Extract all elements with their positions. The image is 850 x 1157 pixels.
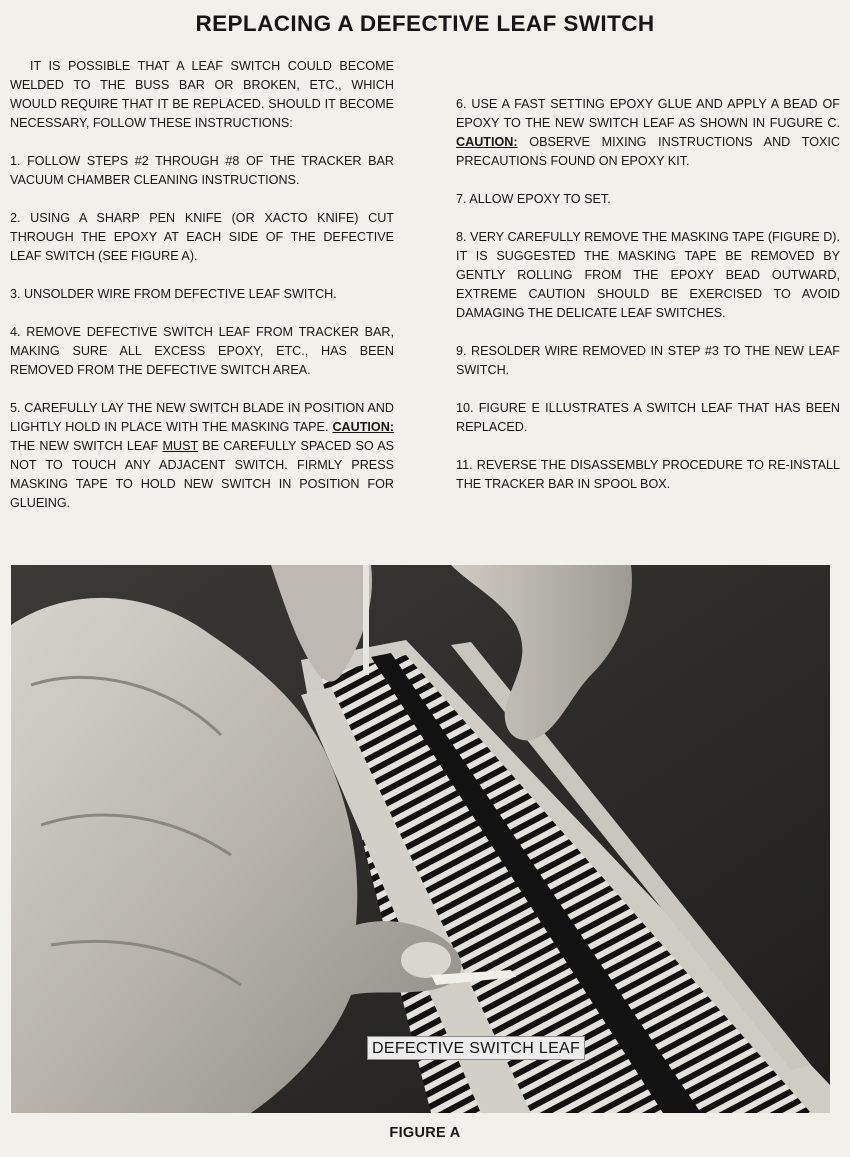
step-7: 7. ALLOW EPOXY TO SET.: [456, 192, 611, 206]
step-5-text-b: THE NEW SWITCH LEAF: [10, 439, 159, 453]
step-6-caution-label: CAUTION:: [456, 135, 518, 149]
left-column: [10, 57, 394, 532]
step-5-text-a: 5. CAREFULLY LAY THE NEW SWITCH BLADE IN POSITION AND LIGHTLY HOLD IN PLACE WITH THE MASKING TAPE.: [10, 401, 394, 434]
figure-caption: FIGURE A: [389, 1125, 461, 1141]
step-1: 1. FOLLOW STEPS #2 THROUGH #8 OF THE TRACKER BAR VACUUM CHAMBER CLEANING INSTRUCTIONS.: [10, 154, 394, 187]
step-6-text-b: OBSERVE MIXING INSTRUCTIONS AND TOXIC PRECAUTIONS FOUND ON EPOXY KIT.: [456, 135, 841, 168]
step-6: [456, 95, 840, 171]
photo-illustration: [11, 565, 830, 1113]
step-3: 3. UNSOLDER WIRE FROM DEFECTIVE LEAF SWITCH.: [10, 287, 337, 301]
intro-paragraph: IT IS POSSIBLE THAT A LEAF SWITCH COULD BECOME WELDED TO THE BUSS BAR OR BROKEN, ETC., WHICH WOULD REQUIRE THAT IT BE REPLACED. SHOULD IT BECOME NECESSARY, FOLLOW THESE INSTRUCTIONS:: [10, 59, 394, 130]
step-2: 2. USING A SHARP PEN KNIFE (OR XACTO KNIFE) CUT THROUGH THE EPOXY AT EACH SIDE OF THE DEFECTIVE LEAF SWITCH (SEE FIGURE A).: [10, 211, 394, 263]
page-title: REPLACING A DEFECTIVE LEAF SWITCH: [195, 11, 655, 36]
step-5-text-c: BE CAREFULLY SPACED SO AS NOT TO TOUCH ANY ADJACENT SWITCH. FIRMLY PRESS MASKING TAPE TO HOLD NEW SWITCH IN POSITION FOR GLUEING.: [10, 439, 394, 510]
step-9: 9. RESOLDER WIRE REMOVED IN STEP #3 TO THE NEW LEAF SWITCH.: [456, 344, 840, 377]
step-8: 8. VERY CAREFULLY REMOVE THE MASKING TAPE (FIGURE D). IT IS SUGGESTED THE MASKING TAPE BE REMOVED BY GENTLY ROLLING FROM THE EPOXY BEAD OUTWARD, EXTREME CAUTION SHOULD BE EXERCISED TO AVOID DAMAGING THE DELICATE LEAF SWITCHES.: [456, 230, 840, 320]
step-5-must: MUST: [162, 439, 198, 453]
step-5: [10, 399, 394, 513]
step-10: 10. FIGURE E ILLUSTRATES A SWITCH LEAF THAT HAS BEEN REPLACED.: [456, 401, 840, 434]
step-5-caution-label: CAUTION:: [332, 420, 394, 434]
right-column: [456, 57, 840, 513]
step-6-text-a: 6. USE A FAST SETTING EPOXY GLUE AND APPLY A BEAD OF EPOXY TO THE NEW SWITCH LEAF AS SHOWN IN FUGURE C.: [456, 97, 840, 130]
step-11: 11. REVERSE THE DISASSEMBLY PROCEDURE TO RE-INSTALL THE TRACKER BAR IN SPOOL BOX.: [456, 458, 840, 491]
figure-a-photo: [11, 565, 830, 1113]
step-4: 4. REMOVE DEFECTIVE SWITCH LEAF FROM TRACKER BAR, MAKING SURE ALL EXCESS EPOXY, ETC., HAS BEEN REMOVED FROM THE DEFECTIVE SWITCH AREA.: [10, 325, 394, 377]
defective-switch-leaf-label: DEFECTIVE SWITCH LEAF: [367, 1036, 585, 1060]
